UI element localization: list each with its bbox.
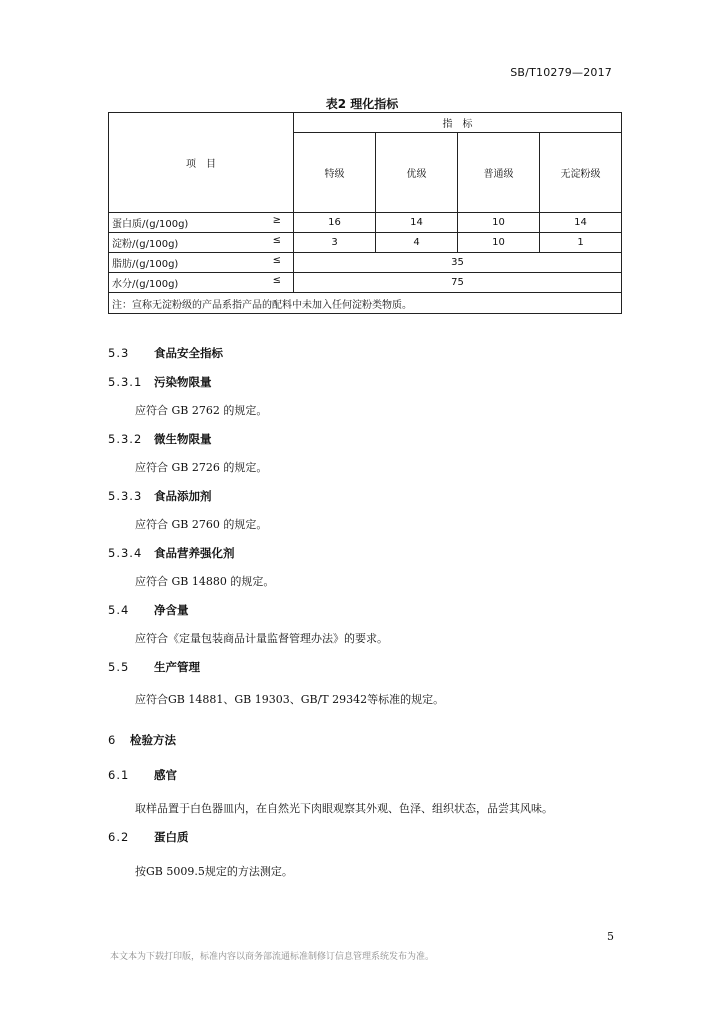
section-heading xyxy=(108,829,189,845)
section-title: 微生物限量 xyxy=(154,432,212,446)
section-number: 5.3.3 xyxy=(108,489,143,503)
grade-header: 特级 xyxy=(294,133,376,213)
table-cell: 10 xyxy=(458,213,540,233)
section-number: 6 xyxy=(108,733,117,747)
section-text: 取样品置于白色器皿内，在自然光下肉眼观察其外观、色泽、组织状态，品尝其风味。 xyxy=(135,802,553,815)
section-heading xyxy=(108,431,212,447)
table-row xyxy=(109,273,622,293)
row-name: 蛋白质/(g/100g) xyxy=(112,219,189,230)
section-heading xyxy=(108,345,223,361)
row-name: 水分/(g/100g) xyxy=(112,279,179,290)
section-text: 应符合 GB 2726 的规定。 xyxy=(135,461,268,474)
section-title: 感官 xyxy=(154,768,177,782)
section-heading xyxy=(108,767,177,783)
table-cell: 14 xyxy=(376,213,458,233)
index-header: 指 标 xyxy=(294,113,622,133)
merged-cell: 35 xyxy=(294,253,622,273)
row-label xyxy=(109,213,294,233)
section-text: 应符合 GB 2760 的规定。 xyxy=(135,518,268,531)
table-row xyxy=(109,253,622,273)
section-heading xyxy=(108,602,189,618)
row-label xyxy=(109,273,294,293)
section-title: 生产管理 xyxy=(154,660,200,674)
footer-note: 本文本为下载打印版，标准内容以商务部流通标准制修订信息管理系统发布为准。 xyxy=(110,952,435,962)
section-text: 按GB 5009.5规定的方法测定。 xyxy=(135,865,293,878)
table-cell: 3 xyxy=(294,233,376,253)
section-number: 5.3.4 xyxy=(108,546,143,560)
row-symbol: ≤ xyxy=(272,255,281,266)
table-title: 表2 理化指标 xyxy=(325,97,399,111)
section-heading xyxy=(108,545,235,561)
table-cell: 10 xyxy=(458,233,540,253)
table-cell: 16 xyxy=(294,213,376,233)
section-number: 5.3.2 xyxy=(108,432,143,446)
section-number: 5.3.1 xyxy=(108,375,143,389)
section-title: 蛋白质 xyxy=(154,830,189,844)
table-cell: 1 xyxy=(540,233,622,253)
section-heading xyxy=(108,374,212,390)
table-row xyxy=(109,213,622,233)
physicochemical-index-table xyxy=(108,112,622,314)
row-symbol: ≤ xyxy=(272,235,281,246)
section-heading xyxy=(108,732,176,748)
section-heading xyxy=(108,659,200,675)
section-number: 5.3 xyxy=(108,346,130,360)
row-symbol: ≤ xyxy=(272,275,281,286)
section-number: 5.5 xyxy=(108,660,130,674)
section-title: 食品添加剂 xyxy=(154,489,212,503)
section-text: 应符合《定量包装商品计量监督管理办法》的要求。 xyxy=(135,632,388,645)
section-title: 净含量 xyxy=(154,603,189,617)
row-name: 淀粉/(g/100g) xyxy=(112,239,179,250)
table-note-row xyxy=(109,293,622,314)
row-symbol: ≥ xyxy=(272,215,281,226)
grade-header: 优级 xyxy=(376,133,458,213)
section-title: 食品安全指标 xyxy=(154,346,223,360)
row-name: 脂肪/(g/100g) xyxy=(112,259,179,270)
section-number: 6.1 xyxy=(108,768,130,782)
section-text: 应符合GB 14881、GB 19303、GB/T 29342等标准的规定。 xyxy=(135,693,445,706)
row-label xyxy=(109,253,294,273)
table-cell: 14 xyxy=(540,213,622,233)
section-text: 应符合 GB 2762 的规定。 xyxy=(135,404,268,417)
table-cell: 4 xyxy=(376,233,458,253)
grade-header: 无淀粉级 xyxy=(540,133,622,213)
table-row xyxy=(109,233,622,253)
section-heading xyxy=(108,488,212,504)
section-title: 食品营养强化剂 xyxy=(154,546,235,560)
table-note: 注：宣称无淀粉级的产品系指产品的配料中未加入任何淀粉类物质。 xyxy=(109,293,622,314)
item-header: 项 目 xyxy=(109,113,294,213)
section-text: 应符合 GB 14880 的规定。 xyxy=(135,575,275,588)
section-number: 6.2 xyxy=(108,830,130,844)
section-title: 污染物限量 xyxy=(154,375,212,389)
section-number: 5.4 xyxy=(108,603,130,617)
grade-header: 普通级 xyxy=(458,133,540,213)
page-number: 5 xyxy=(607,930,614,943)
row-label xyxy=(109,233,294,253)
section-title: 检验方法 xyxy=(130,733,176,747)
standard-code: SB/T10279—2017 xyxy=(510,66,612,79)
merged-cell: 75 xyxy=(294,273,622,293)
